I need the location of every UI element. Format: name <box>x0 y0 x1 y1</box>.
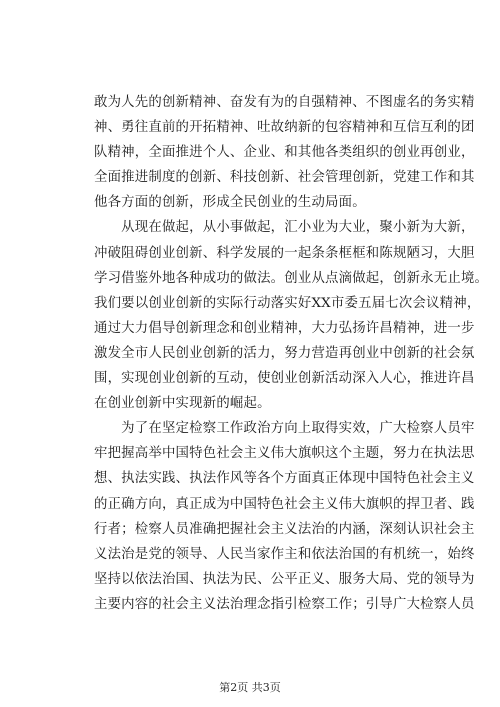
text-line: 坚持以依法治国、执法为民、公平正义、服务大局、党的领导为 <box>94 571 475 587</box>
text-line: 学习借鉴外地各种成功的做法。创业从点滴做起，创新永无止境。 <box>94 270 489 286</box>
page-number: 第2页 共3页 <box>219 681 281 694</box>
text-line: 在创业创新中实现新的崛起。 <box>94 396 271 412</box>
text-line: 从现在做起，从小事做起，汇小业为大业，聚小新为大新， <box>94 220 475 236</box>
text-line: 牢把握高举中国特色社会主义伟大旗帜这个主题，努力在执法思 <box>94 446 475 462</box>
text-line: 想、执法实践、执法作风等各个方面真正体现中国特色社会主义 <box>94 471 475 487</box>
document-body <box>94 90 489 617</box>
text-line: 全面推进制度的创新、科技创新、社会管理创新，党建工作和其 <box>94 170 475 186</box>
text-line: 激发全市人民创业创新的活力，努力营造再创业中创新的社会氛 <box>94 345 475 361</box>
text-line: 义法治是党的领导、人民当家作主和依法治国的有机统一，始终 <box>94 546 475 562</box>
text-line: 冲破阻碍创业创新、科学发展的一起条条框框和陈规陋习，大胆 <box>94 245 475 261</box>
text-line: 通过大力倡导创新理念和创业精神，大力弘扬许昌精神，进一步 <box>94 320 475 336</box>
text-line: 为了在坚定检察工作政治方向上取得实效，广大检察人员牢 <box>94 421 475 437</box>
text-line: 的正确方向，真正成为中国特色社会主义伟大旗帜的捍卫者、践 <box>94 496 475 512</box>
text-line: 主要内容的社会主义法治理念指引检察工作；引导广大检察人员 <box>94 596 475 612</box>
text-line: 行者；检察人员准确把握社会主义法治的内涵，深刻认识社会主 <box>94 521 475 537</box>
text-line: 他各方面的创新，形成全民创业的生动局面。 <box>94 195 366 211</box>
text-line: 队精神，全面推进个人、企业、和其他各类组织的创业再创业， <box>94 145 475 161</box>
text-line: 敢为人先的创新精神、奋发有为的自强精神、不图虚名的务实精 <box>94 95 475 110</box>
text-line: 神、勇往直前的开拓精神、吐故纳新的包容精神和互信互利的团 <box>94 120 475 136</box>
text-line: 围，实现创业创新的互动，使创业创新活动深入人心，推进许昌 <box>94 371 475 387</box>
text-line: 我们要以创业创新的实际行动落实好XX市委五届七次会议精神， <box>94 295 481 311</box>
